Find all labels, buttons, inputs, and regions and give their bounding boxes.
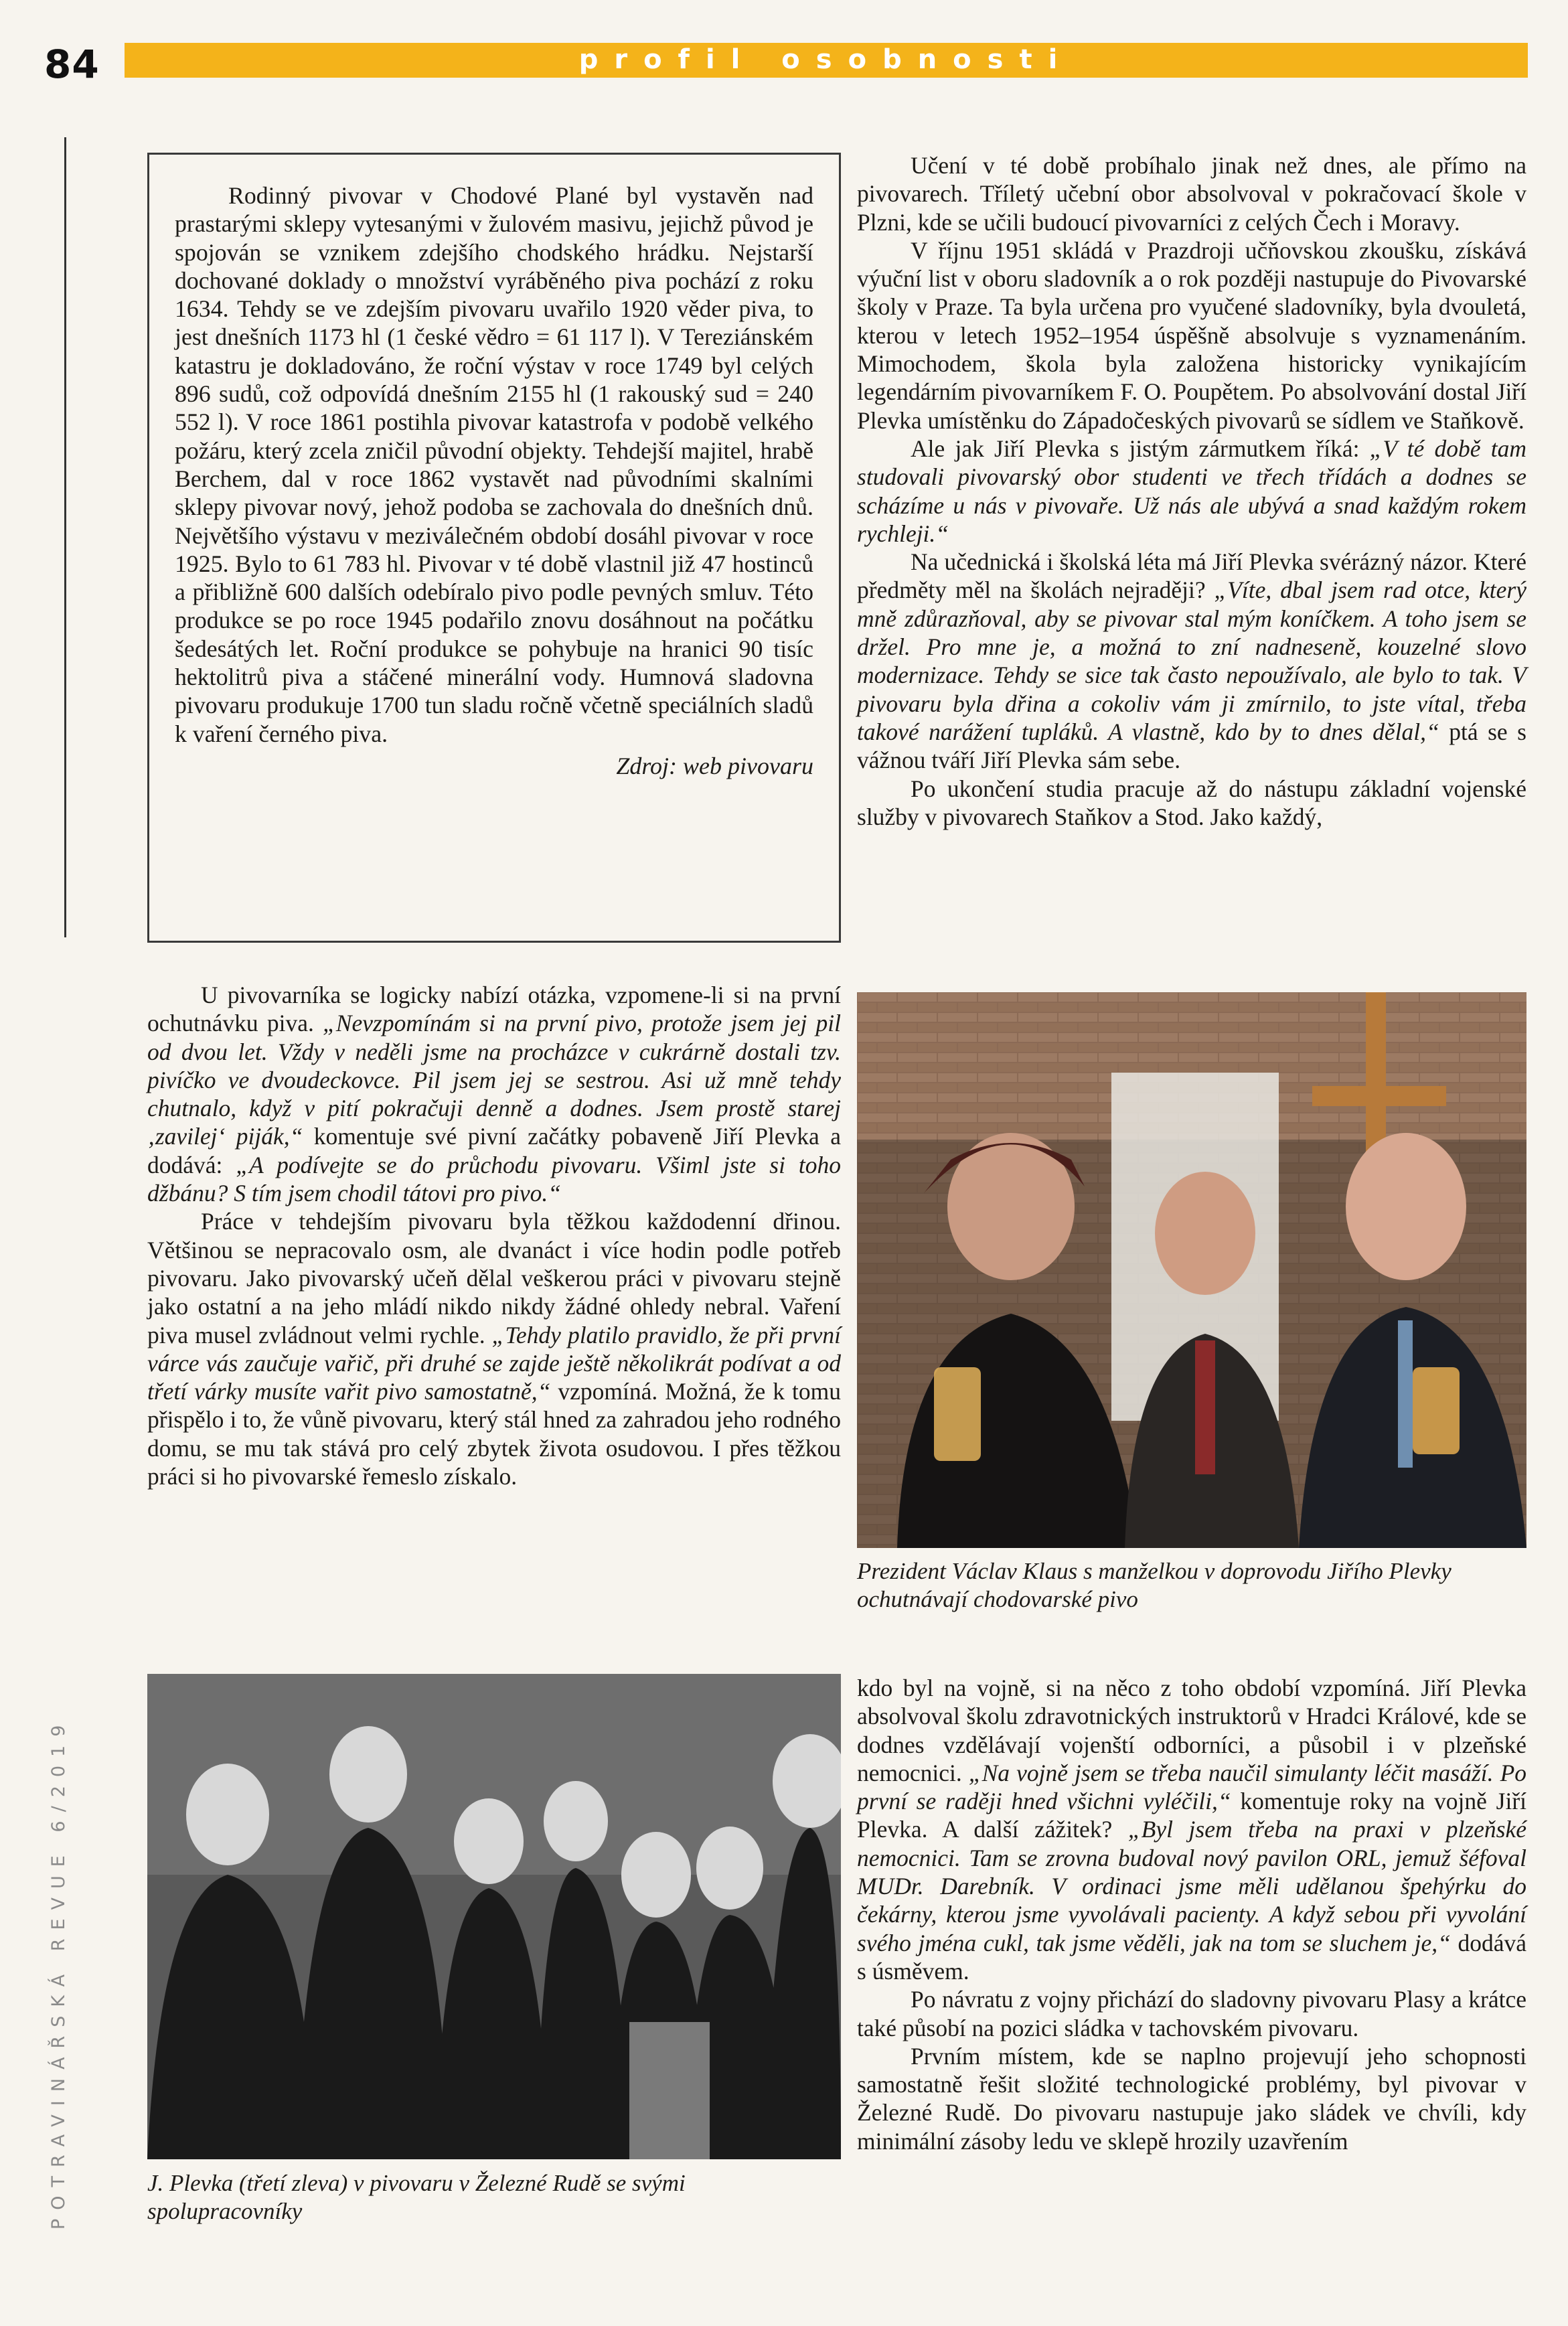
photo-colleagues-illustration	[147, 1674, 841, 2159]
quote-run: „V té době tam studovali pivovarský obor studenti ve třech třídách a dodnes se scházíme u nás v pivovaře. Už nás ale ubývá a snad každým rokem rychleji.“	[857, 435, 1526, 547]
text-run: komentuje roky na vojně Jiří Plevka. A další zážitek?	[857, 1788, 1526, 1843]
box-source: Zdroj: web pivovaru	[616, 752, 813, 779]
article-left-column	[147, 981, 841, 1490]
text-run: dodává s úsměvem.	[857, 1929, 1527, 1985]
article-paragraph: Po ukončení studia pracuje až do nástupu základní vojenské služby v pivovarech Staňkov a Stod. Jako každý,	[857, 775, 1526, 830]
article-paragraph: V říjnu 1951 skládá v Prazdroji učňovskou zkoušku, získává výuční list v oboru sladovník a o rok později nastupuje do Pivovarské školy v Praze. Ta byla určena pro vyučené sladovníky, byla dvouletá, kterou v letech 1952–1954 úspěšně absolvuje s vyznamenáním. Mimochodem, škola byla založena historicky vynikajícím legendárním pivovarníkem F. O. Poupětem. Po absolvování dostal Jiří Plevka umístěnku do Západočeských pivovarů se sídlem ve Staňkově.	[857, 236, 1526, 434]
article-paragraph	[857, 1674, 1526, 1985]
left-margin-rule	[64, 137, 66, 937]
article-paragraph	[857, 435, 1526, 548]
article-paragraph	[147, 1207, 841, 1490]
article-paragraph: Po návratu z vojny přichází do sladovny pivovaru Plasy a krátce také působí na pozici sládka v tachovském pivovaru.	[857, 1986, 1526, 2041]
photo-president-visit	[857, 992, 1526, 1548]
text-run: U pivovarníka se logicky nabízí otázka, vzpomene-li si na první ochutnávku piva.	[147, 982, 841, 1037]
article-paragraph: Učení v té době probíhalo jinak než dnes, ale přímo na pivovarech. Tříletý učební obor absolvoval v pokračovací škole v Plzni, kde se učili budoucí pivovarníci z celých Čech i Moravy.	[857, 152, 1526, 236]
caption-colleagues: J. Plevka (třetí zleva) v pivovaru v Železné Rudě se svými spolupracovníky	[147, 2170, 686, 2224]
text-run: Práce v tehdejším pivovaru byla těžkou každodenní dřinou. Většinou se nepracovalo osm, ale dvanáct i více hodin podle potřeb pivovaru. Jako pivovarský učeň dělal veškerou práci v pivovaru stejně jako ostatní a na jeho mládí nikdo nikdy žádné ohledy nebral. Vaření piva musel zvládnout velmi rychle.	[147, 1208, 841, 1348]
page-number: 84	[44, 42, 100, 87]
photo-colleagues	[147, 1674, 841, 2159]
quote-run: „A podívejte se do průchodu pivovaru. Všiml jste si toho džbánu? S tím jsem chodil tátovi pro pivo.“	[147, 1151, 841, 1207]
text-run: ptá se s vážnou tváří Jiří Plevka sám sebe.	[857, 718, 1526, 774]
quote-run: „Víte, dbal jsem rad otce, který mně zdůrazňoval, aby se pivovar stal mým koníčkem. A toho jsem se držel. Pro mne je, a možná to zní nadneseně, kouzelné slovo modernizace. Tehdy se sice tak často nepoužívalo, ale bylo to tak. V pivovaru byla dřina a cokoliv vám ji zmírnilo, to jste vítal, třeba takové narážení tupláků. A vlastně, kdo by to dnes dělal,“	[857, 576, 1526, 745]
journal-vertical-label: POTRAVINÁŘSKÁ REVUE 6/2019	[48, 1716, 69, 2230]
quote-run: „Tehdy platilo pravidlo, že při první várce vás zaučuje vařič, při druhé se zajde ještě několikrát podívat a od třetí várky musíte vařit pivo samostatně,“	[147, 1321, 841, 1405]
article-paragraph	[857, 548, 1526, 774]
brewery-history-box	[147, 153, 841, 943]
quote-run: „Nevzpomínám si na první pivo, protože jsem jej pil od dvou let. Vždy v neděli jsme na procházce v cukrárně dostali tzv. pivíčko ve dvoudeckovce. Pil jsem jej se sestrou. Asi už mně tehdy chutnalo, když v pití pokračuji denně a dodnes. Jsem prostě starej ‚zavilej‘ piják,“	[147, 1010, 841, 1150]
box-paragraph: Rodinný pivovar v Chodové Plané byl vystavěn nad prastarými sklepy vytesanými v žulovém masivu, jejichž původ je spojován se vznikem zdejšího chodského hrádku. Nejstarší dochované doklady o množství vyráběného piva pochází z roku 1634. Tehdy se ve zdejším pivovaru uvařilo 1920 věder piva, to jest dnešních 1173 hl (1 české vědro = 61 117 l). V Tereziánském katastru je dokladováno, že roční výstav v roce 1749 byl celých 896 sudů, což odpovídá dnešním 2155 hl (1 rakouský sud = 240 552 l). V roce 1861 postihla pivovar katastrofa v podobě velkého požáru, který zcela zničil původní objekty. Tehdejší majitel, hrabě Berchem, dal v roce 1862 vystavět nad původními skalními sklepy pivovar nový, jehož podoba se zachovala do dnešních dnů. Největšího výstavu v meziválečném období dosáhl pivovar v roce 1925. Bylo to 61 783 hl. Pivovar v té době vlastnil již 47 hostinců a přibližně 600 dalších odebíralo pivo podle pevných smluv. Této produkce se po roce 1945 podařilo znovu dosáhnout na počátku šedesátých let. Roční produkce se pohybuje na hranici 90 tisíc hektolitrů piva a stáčené minerální vody. Humnová sladovna pivovaru produkuje 1700 tun sladu ročně včetně speciálních sladů k vaření černého piva.	[175, 182, 813, 747]
text-run: komentuje své pivní začátky pobaveně Jiří Plevka a dodává:	[147, 1123, 841, 1178]
photo-president-illustration	[857, 992, 1526, 1548]
article-right-column-top	[857, 151, 1526, 831]
quote-run: „Na vojně jsem se třeba naučil simulanty léčit masáží. Po první se raději hned všichni vyléčili,“	[857, 1759, 1527, 1815]
caption-president: Prezident Václav Klaus s manželkou v doprovodu Jiřího Plevky ochutnávají chodovarské pivo	[857, 1558, 1452, 1612]
text-run: kdo byl na vojně, si na něco z toho období vzpomíná. Jiří Plevka absolvoval školu zdravotnických instruktorů v Hradci Králové, kde se dodnes vzdělávají vojenští odborníci, a působil i v plzeňské nemocnici.	[857, 1675, 1526, 1786]
article-paragraph	[147, 981, 841, 1207]
article-right-column-bottom	[857, 1674, 1526, 2155]
text-run: Na učednická i školská léta má Jiří Plevka svérázný názor. Které předměty měl na školách nejraději?	[857, 548, 1526, 604]
text-run: Ale jak Jiří Plevka s jistým zármutkem říká:	[911, 435, 1370, 462]
article-paragraph: Prvním místem, kde se naplno projevují jeho schopnosti samostatně řešit složité technologické problémy, byl pivovar v Železné Rudě. Do pivovaru nastupuje jako sládek ve chvíli, kdy minimální zásoby ledu ve sklepě hrozily uzavřením	[857, 2042, 1526, 2155]
quote-run: „Byl jsem třeba na praxi v plzeňské nemocnici. Tam se zrovna budoval nový pavilon ORL, jemuž šéfoval MUDr. Darebník. V ordinaci jsme měli udělanou špehýrku do čekárny, kterou jsme vyvolávali pacienty. A když sebou při vyvolání svého jména cukl, tak jsme věděli, jak na tom se sluchem je,“	[857, 1816, 1526, 1956]
section-banner	[125, 43, 1528, 78]
text-run: vzpomíná. Možná, že k tomu přispělo i to, že vůně pivovaru, který stál hned za zahradou jeho rodného domu, se mu tak stává pro celý zbytek života osudovou. I přes těžkou práci si ho pivovarské řemeslo získalo.	[147, 1378, 841, 1490]
section-title: profil osobnosti	[578, 44, 1074, 75]
